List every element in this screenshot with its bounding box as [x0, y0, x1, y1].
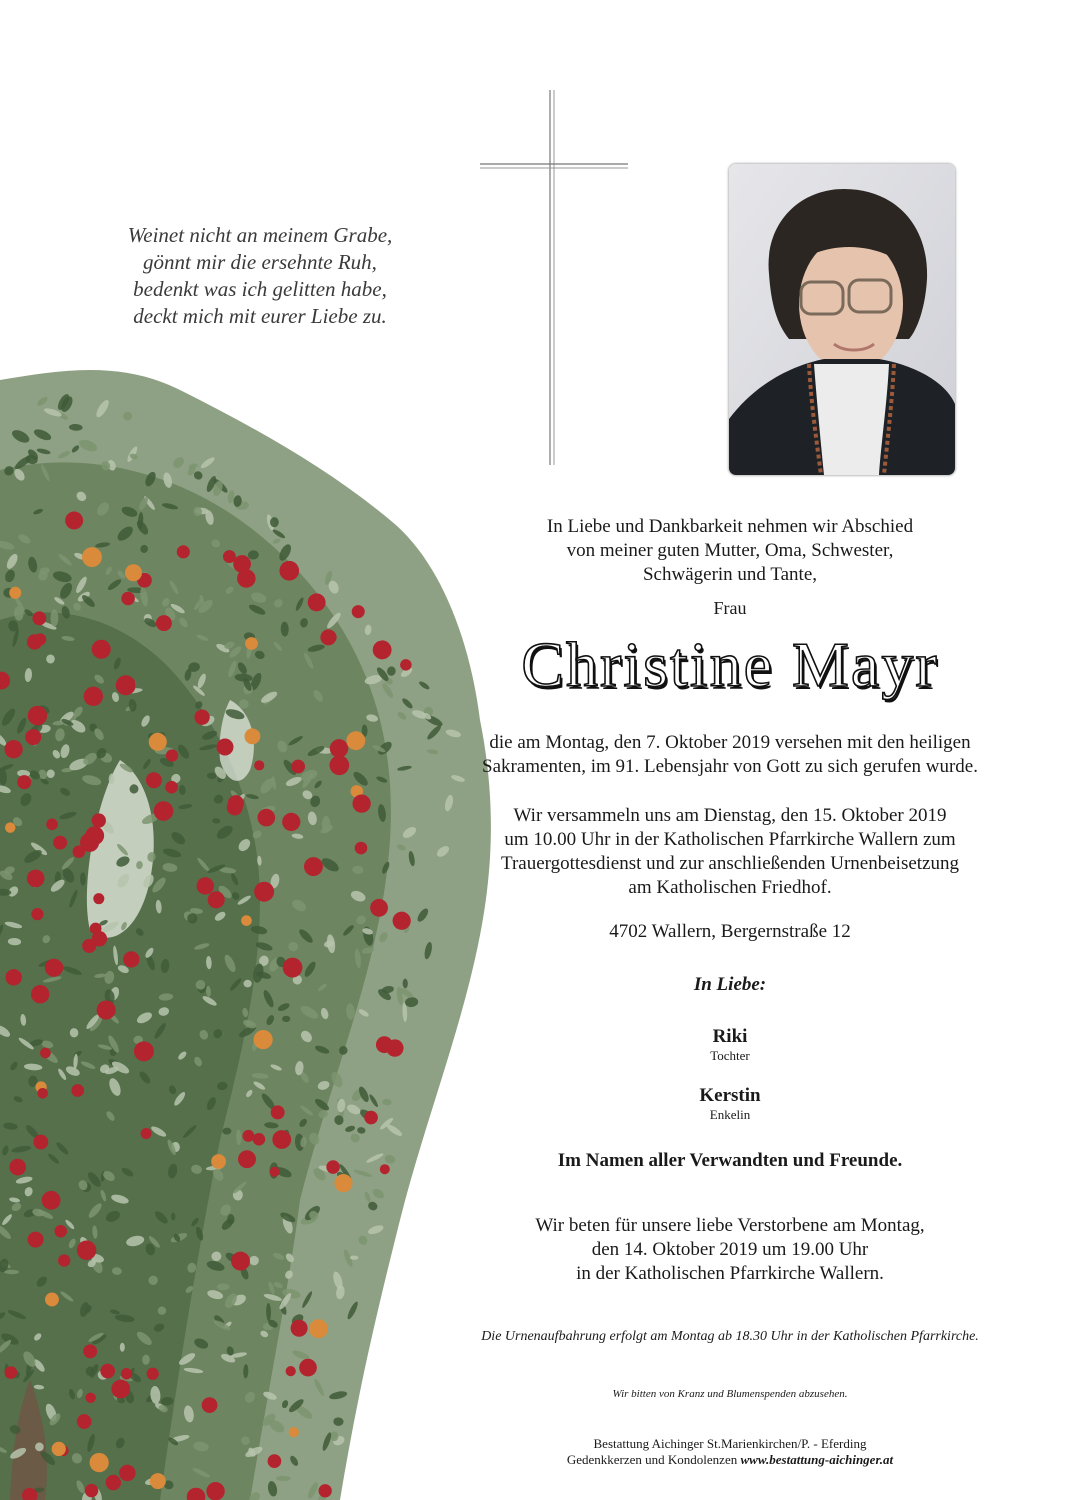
funeral-line: Wir versammeln uns am Dienstag, den 15. Oktober 2019 [513, 805, 947, 826]
mourner-relation: Tochter [710, 1048, 750, 1063]
death-line: Sakramenten, im 91. Lebensjahr von Gott zu sich gerufen wurde. [482, 756, 978, 777]
address: 4702 Wallern, Bergernstraße 12 [609, 921, 851, 942]
cross-icon [470, 85, 640, 475]
mourner-name: Riki [712, 1026, 748, 1047]
intro-line: In Liebe und Dankbarkeit nehmen wir Abschied [546, 516, 914, 537]
prayer-line: Wir beten für unsere liebe Verstorbene am Montag, [535, 1215, 925, 1236]
verse-line: deckt mich mit eurer Liebe zu. [133, 304, 387, 328]
death-line: die am Montag, den 7. Oktober 2019 versehen mit den heiligen [489, 732, 971, 753]
salutation: Frau [713, 598, 747, 618]
flowers-note: Wir bitten von Kranz und Blumenspenden abzusehen. [612, 1388, 848, 1400]
funeral-home-footer [450, 1436, 1010, 1468]
funeral-line: am Katholischen Friedhof. [628, 877, 832, 898]
website-link[interactable]: www.bestattung-aichinger.at [740, 1452, 894, 1467]
prayer-info [430, 1214, 1030, 1286]
funeral-info [430, 804, 1030, 900]
mourner [600, 1085, 860, 1123]
footer-line: Bestattung Aichinger St.Marienkirchen/P. - Eferding [593, 1436, 867, 1451]
funeral-line: Trauergottesdienst und zur anschließenden Urnenbeisetzung [501, 853, 959, 874]
intro-line: Schwägerin und Tante, [642, 564, 818, 585]
verse-line: bedenkt was ich gelitten habe, [133, 277, 387, 301]
verse-line: gönnt mir die ersehnte Ruh, [143, 250, 377, 274]
mourner [600, 1026, 860, 1064]
death-announcement [430, 731, 1030, 779]
funeral-line: um 10.00 Uhr in der Katholischen Pfarrkirche Wallern zum [504, 829, 956, 850]
footer-prefix: Gedenkkerzen und Kondolenzen [566, 1452, 738, 1467]
footer-line [450, 1452, 1010, 1468]
mourners-heading: In Liebe: [693, 974, 767, 995]
intro-line: von meiner guten Mutter, Oma, Schwester, [566, 540, 894, 561]
mourner-name: Kerstin [699, 1085, 761, 1106]
prayer-line: den 14. Oktober 2019 um 19.00 Uhr [591, 1239, 869, 1260]
portrait-photo [728, 163, 956, 476]
closing-line: Im Namen aller Verwandten und Freunde. [557, 1150, 903, 1171]
urn-note: Die Urnenaufbahrung erfolgt am Montag ab 18.30 Uhr in der Katholischen Pfarrkirche. [481, 1329, 979, 1344]
memorial-verse [60, 222, 460, 330]
mourner-relation: Enkelin [709, 1107, 751, 1122]
deceased-name: Christine Mayr [521, 629, 939, 700]
intro-text [470, 515, 990, 587]
prayer-line: in der Katholischen Pfarrkirche Wallern. [576, 1263, 884, 1284]
verse-line: Weinet nicht an meinem Grabe, [127, 223, 393, 247]
